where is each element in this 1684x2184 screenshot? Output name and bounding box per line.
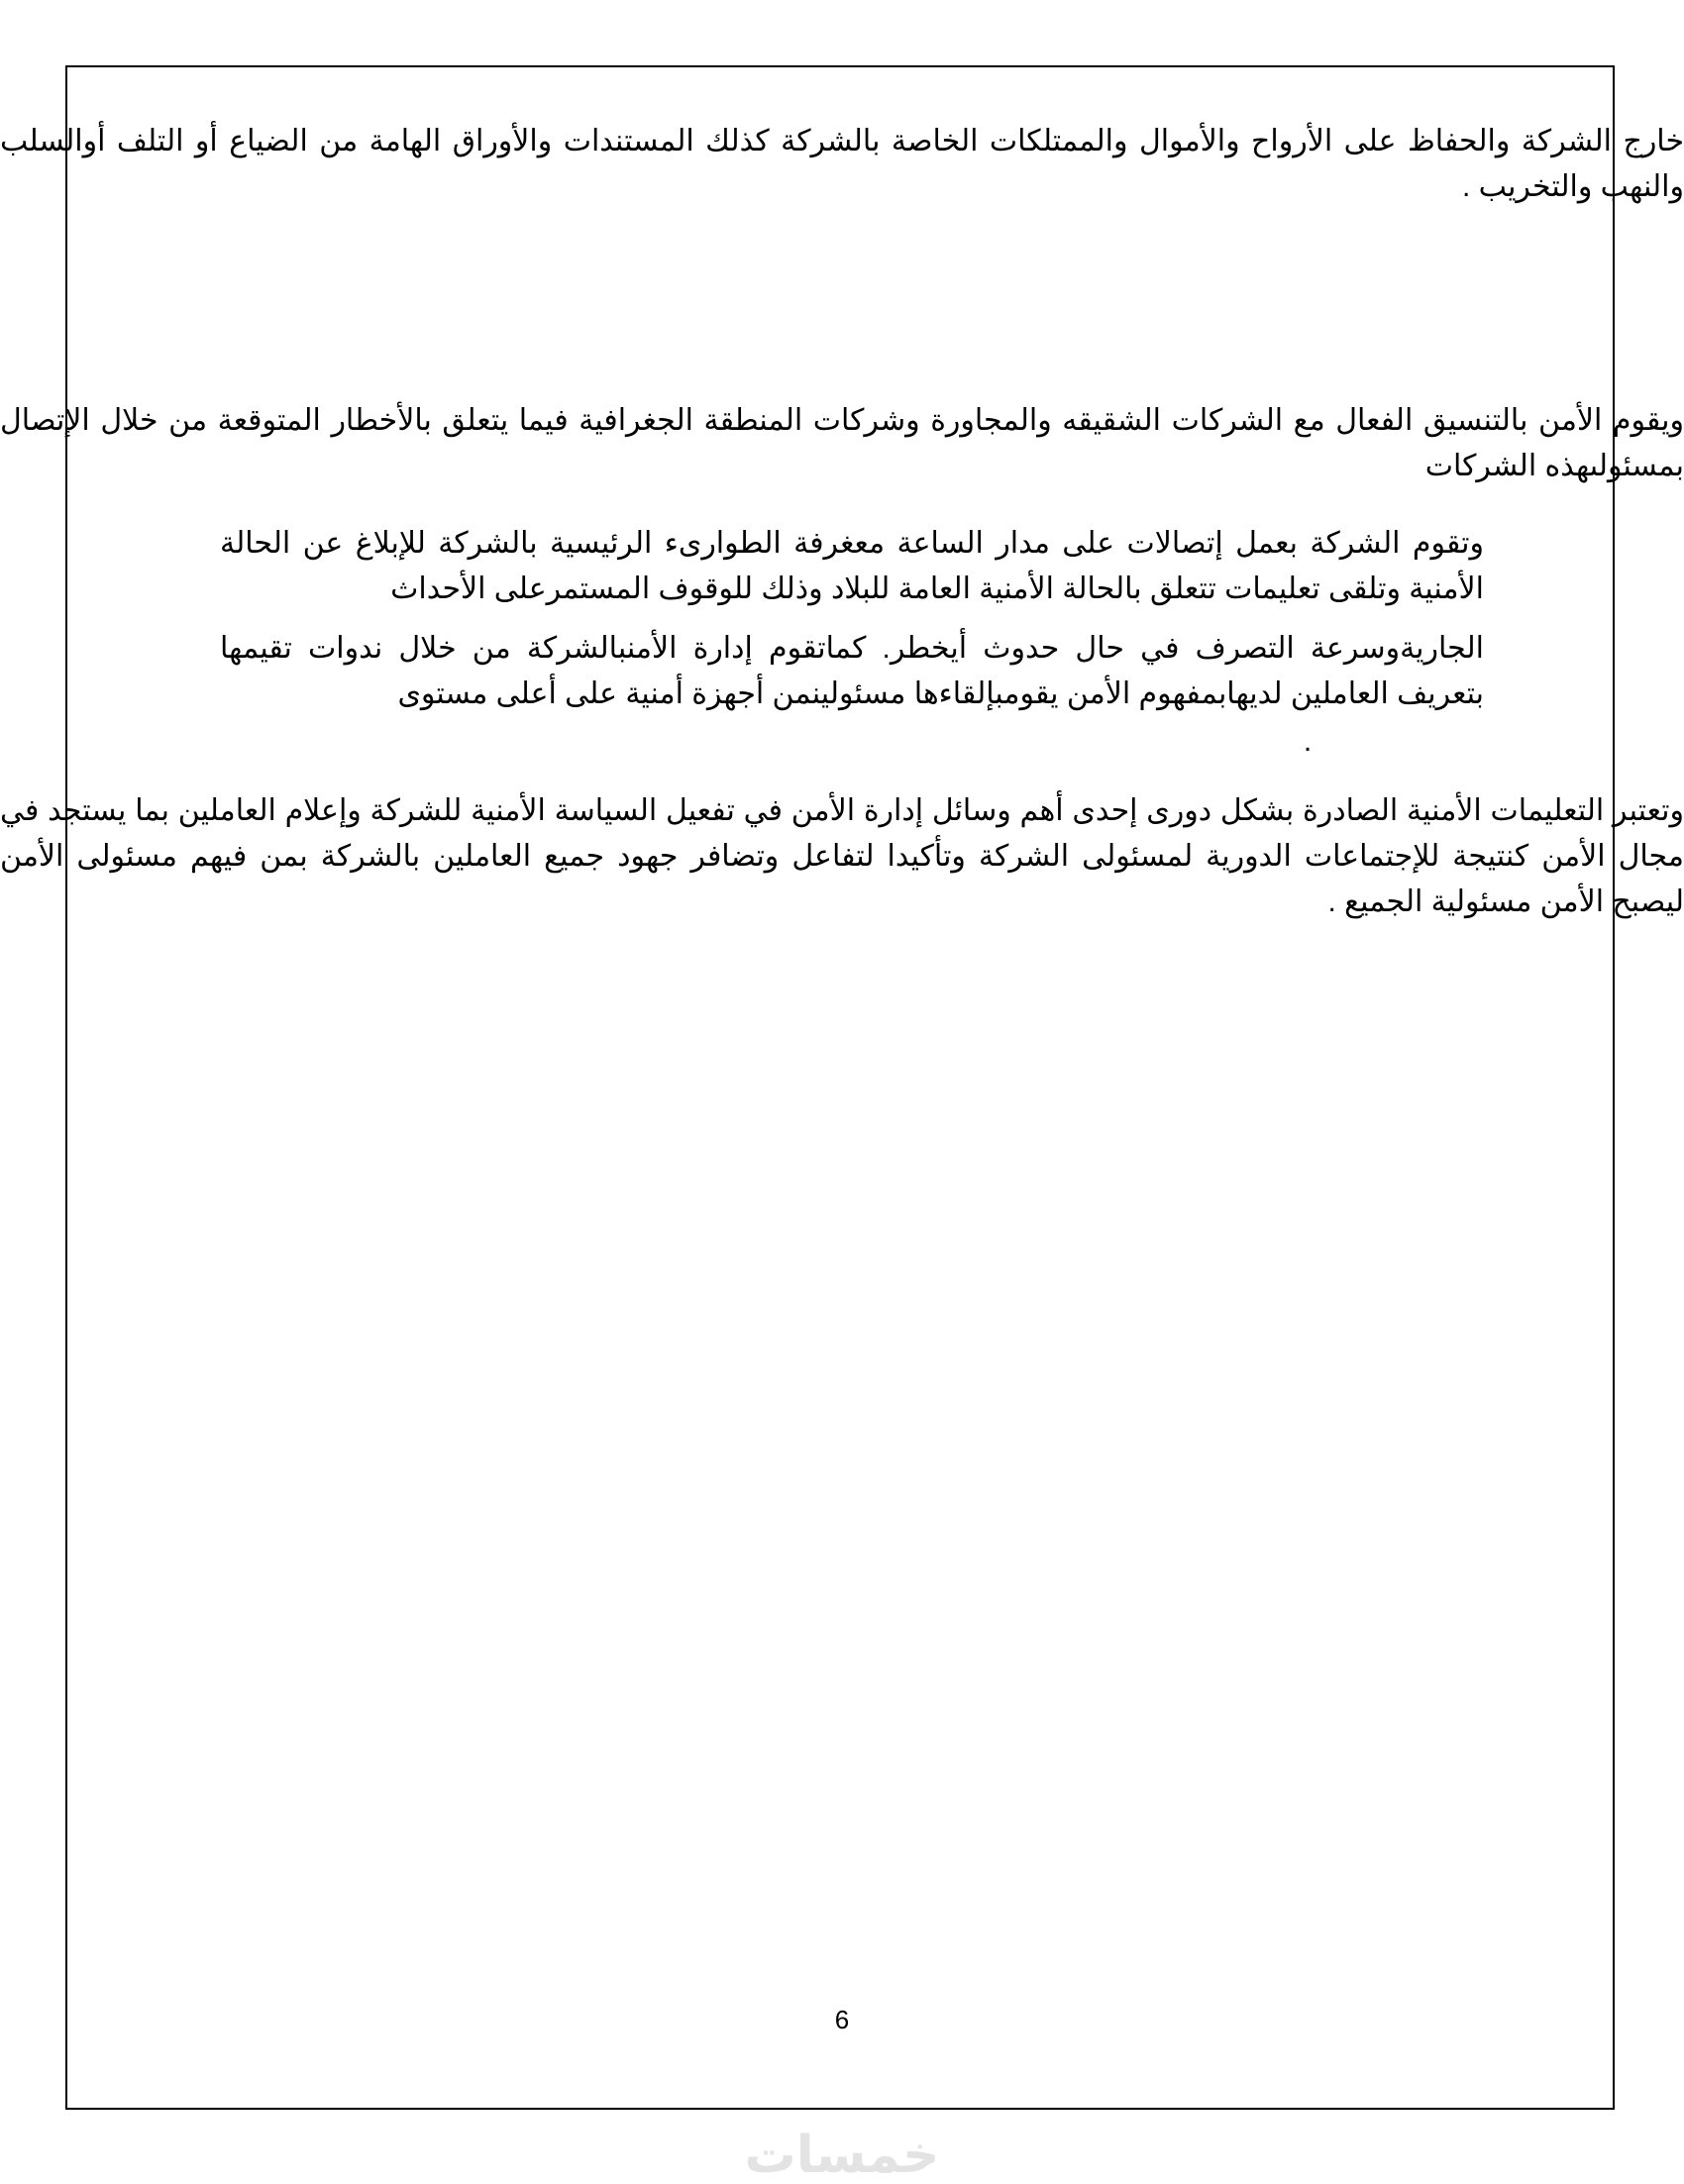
paragraph-3: وتقوم الشركة بعمل إتصالات على مدار الساعة معغرفة الطوارىء الرئيسية بالشركة للإبلاغ عن الحالة الأمنية وتلقى تعليمات تتعلق بالحالة الأمنية العامة للبلاد وذلك للوقوف المستمرعلى الأحداث [220, 527, 1484, 605]
paragraph-2: ويقوم الأمن بالتنسيق الفعال مع الشركات الشقيقه والمجاورة وشركات المنطقة الجغرافية فيما يتعلق بالأخطار المتوقعة من خلال الإتصال بمسئولىهذه الشركات [0, 404, 1684, 482]
watermark-logo: خمسات [744, 2127, 940, 2184]
page-border [65, 65, 1615, 2110]
paragraph-1: خارج الشركة والحفاظ على الأرواح والأموال والممتلكات الخاصة بالشركة كذلك المستندات والأوراق الهامة من الضياع أو التلف أوالسلب والنهب والتخريب . [0, 125, 1684, 203]
page-number: 6 [834, 2005, 850, 2034]
paragraph-dot: . [1303, 725, 1313, 758]
paragraph-5: وتعتبر التعليمات الأمنية الصادرة بشكل دورى إحدى أهم وسائل إدارة الأمن في تفعيل السياسة الأمنية للشركة وإعلام العاملين بما يستجد في مجال الأمن كنتيجة للإجتماعات الدورية لمسئولى الشركة وتأكيدا لتفاعل وتضافر جهود جميع العاملين بالشركة بمن فيهم مسئولى الأمن ليصبح الأمن مسئولية الجميع . [0, 794, 1684, 918]
paragraph-4: الجاريةوسرعة التصرف في حال حدوث أيخطر. كماتقوم إدارة الأمنبالشركة من خلال ندوات تقيمها بتعريف العاملين لديهابمفهوم الأمن يقومبإلقاءها مسئولينمن أجهزة أمنية على أعلى مستوى [220, 632, 1484, 710]
